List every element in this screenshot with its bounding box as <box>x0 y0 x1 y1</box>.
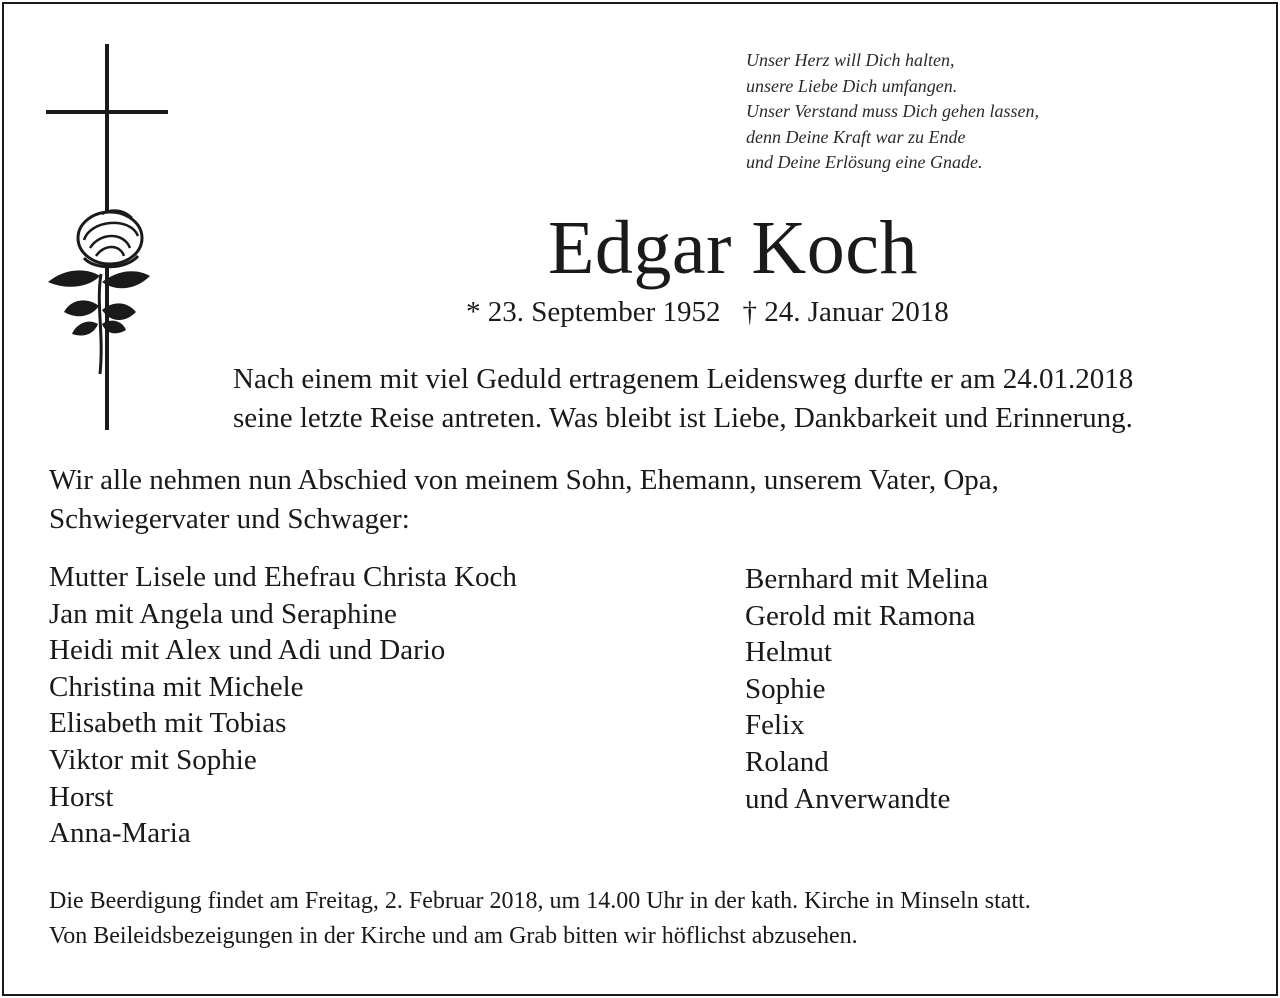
poem-line: Unser Verstand muss Dich gehen lassen, <box>746 101 1039 121</box>
mourner-entry: Jan mit Angela und Seraphine <box>49 597 397 630</box>
mourner-entry: Sophie <box>745 672 826 705</box>
mourner-entry: Gerold mit Ramona <box>745 599 976 632</box>
mourner-entry: Roland <box>745 745 829 778</box>
death-date: † 24. Januar 2018 <box>742 296 949 328</box>
funeral-line: Von Beileidsbezeigungen in der Kirche und am Grab bitten wir höflichst abzusehen. <box>49 923 858 949</box>
mourner-entry: Heidi mit Alex und Adi und Dario <box>49 634 446 667</box>
mourner-entry: Elisabeth mit Tobias <box>49 707 287 740</box>
mourner-entry: Bernhard mit Melina <box>745 563 989 595</box>
birth-date: * 23. September 1952 <box>466 296 721 328</box>
poem-line: und Deine Erlösung eine Gnade. <box>746 152 983 172</box>
mourner-entry: Christina mit Michele <box>49 670 304 703</box>
poem-line: unsere Liebe Dich umfangen. <box>746 75 958 96</box>
funeral-line: Die Beerdigung findet am Freitag, 2. Februar 2018, um 14.00 Uhr in der kath. Kirche in Minseln statt. <box>49 888 1031 914</box>
mourner-entry: Horst <box>49 780 114 813</box>
mourner-entry: Felix <box>745 709 805 742</box>
intro-line: Nach einem mit viel Geduld ertragenem Leidensweg durfte er am 24.01.2018 <box>233 363 1134 395</box>
cross-icon <box>44 44 174 434</box>
farewell-text <box>49 461 999 539</box>
farewell-line: Wir alle nehmen nun Abschied von meinem Sohn, Ehemann, unserem Vater, Opa, <box>49 464 999 496</box>
life-dates <box>466 294 949 330</box>
funeral-notice <box>49 884 1031 954</box>
poem-line: Unser Herz will Dich halten, <box>746 50 955 70</box>
deceased-name: Edgar Koch <box>547 206 919 290</box>
mourner-entry: Anna-Maria <box>49 817 191 850</box>
mourner-entry: Mutter Lisele und Ehefrau Christa Koch <box>49 561 517 593</box>
mourner-entry: und Anverwandte <box>745 782 951 815</box>
rose-icon <box>48 211 150 374</box>
mourner-entry: Viktor mit Sophie <box>49 743 257 776</box>
poem-line: denn Deine Kraft war zu Ende <box>746 126 966 147</box>
mourners-left-column <box>49 559 517 852</box>
mourners-right-column <box>745 561 988 817</box>
farewell-line: Schwiegervater und Schwager: <box>49 503 410 535</box>
poem <box>746 48 1039 176</box>
intro-line: seine letzte Reise antreten. Was bleibt ist Liebe, Dankbarkeit und Erinnerung. <box>233 402 1133 434</box>
mourner-entry: Helmut <box>745 636 832 669</box>
intro-text <box>233 360 1133 438</box>
